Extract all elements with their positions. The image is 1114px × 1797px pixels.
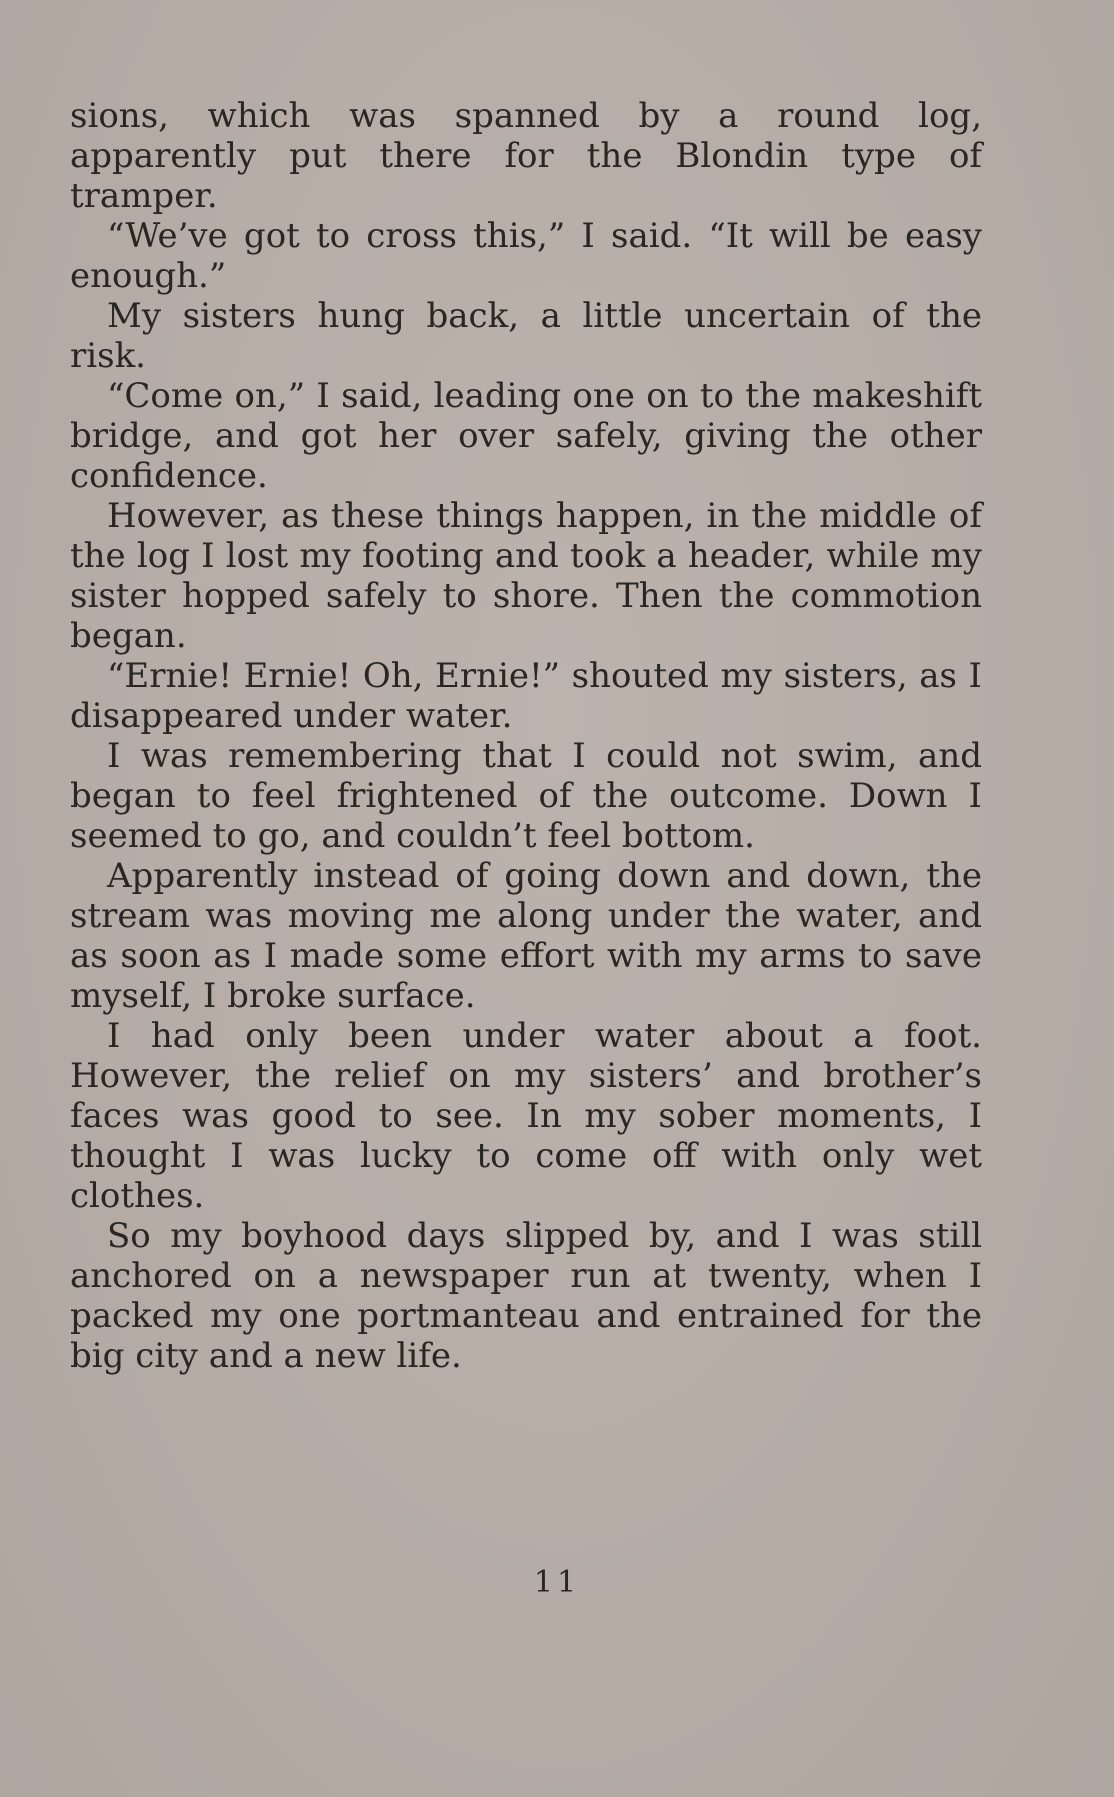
paragraph-1: sions, which was spanned by a round log, apparently put there for the Blondin type of tramper. xyxy=(70,96,982,216)
paragraph-9: I had only been under water about a foot. However, the relief on my sisters’ and brother’s faces was good to see. In my sober moments, I thought I was lucky to come off with only wet clothes. xyxy=(70,1016,982,1216)
paragraph-4: “Come on,” I said, leading one on to the makeshift bridge, and got her over safely, giving the other confidence. xyxy=(70,376,982,496)
paragraph-3: My sisters hung back, a little uncertain of the risk. xyxy=(70,296,982,376)
paragraph-6: “Ernie! Ernie! Oh, Ernie!” shouted my sisters, as I disappeared under water. xyxy=(70,656,982,736)
body-text xyxy=(70,96,982,1376)
paragraph-5: However, as these things happen, in the middle of the log I lost my footing and took a header, while my sister hopped safely to shore. Then the commotion began. xyxy=(70,496,982,656)
page-number: 11 xyxy=(533,1565,581,1600)
paragraph-7: I was remembering that I could not swim, and began to feel frightened of the outcome. Down I seemed to go, and couldn’t feel bottom. xyxy=(70,736,982,856)
paragraph-8: Apparently instead of going down and down, the stream was moving me along under the water, and as soon as I made some effort with my arms to save myself, I broke surface. xyxy=(70,856,982,1016)
paragraph-2: “We’ve got to cross this,” I said. “It will be easy enough.” xyxy=(70,216,982,296)
paragraph-10: So my boyhood days slipped by, and I was still anchored on a newspaper run at twenty, when I packed my one portmanteau and entrained for the big city and a new life. xyxy=(70,1216,982,1376)
